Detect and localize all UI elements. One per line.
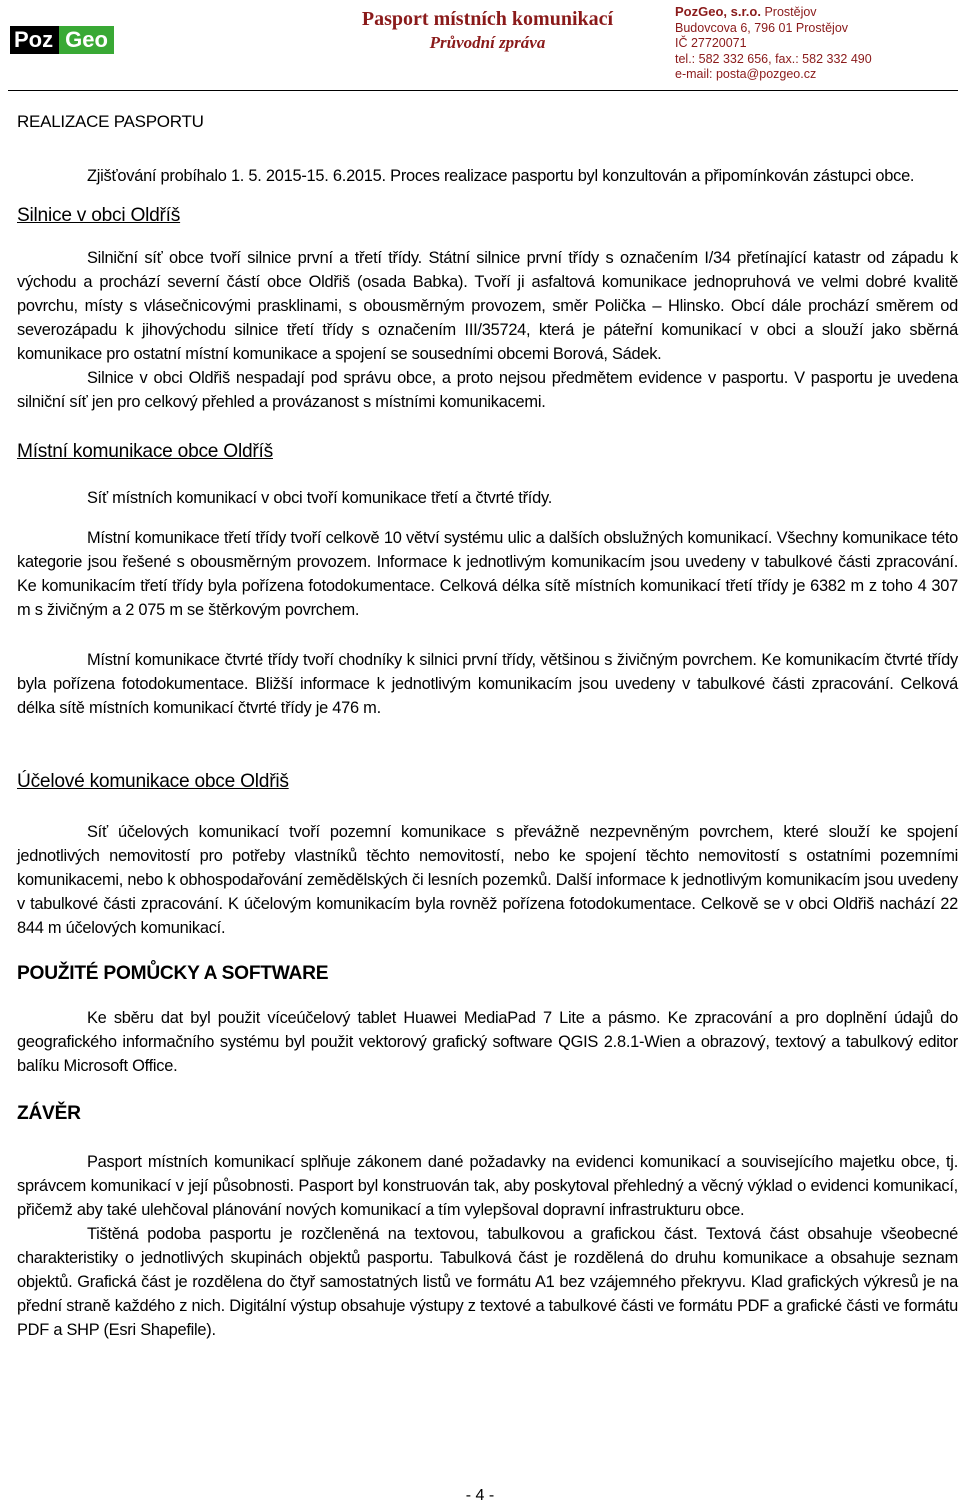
company-address: Budovcova 6, 796 01 Prostějov (675, 20, 849, 35)
paragraph-realizace-1: Zjišťování probíhalo 1. 5. 2015-15. 6.2015. Proces realizace pasportu byl konzultován a připomínkován zástupci obce. (87, 167, 915, 185)
document-title: Pasport místních komunikací (361, 8, 614, 30)
document-title-block (330, 6, 645, 54)
company-info (675, 4, 872, 83)
heading-zaver: ZÁVĚR (17, 1103, 81, 1124)
page-number: - 4 - (465, 1487, 495, 1504)
paragraph-zaver-2: Tištěná podoba pasportu je rozčleněná na textovou, tabulkovou a grafickou část. Textová část obsahuje všeobecné charakteristiky o jednotlivých skupinách objektů pasportu. Tabulková část je rozdělená do druhu komunikace a obsahuje seznam objektů. Grafická část je rozdělena do čtyř samostatných listů ve formátu A1 bez vzájemného překryvu. Klad grafických výkresů je na přední straně každého z nich. Digitální výstup obsahuje výstupy z textové a tabulkové části ve formátu PDF a grafické části ve formátu PDF a SHP (Esri Shapefile). (17, 1225, 958, 1339)
page-header (0, 0, 960, 90)
company-name: PozGeo, s.r.o. (675, 4, 761, 19)
header-divider (8, 90, 958, 91)
company-phone: tel.: 582 332 656, fax.: 582 332 490 (675, 51, 872, 66)
document-body (17, 110, 958, 1342)
company-city: Prostějov (760, 5, 817, 19)
paragraph-mistni-3: Místní komunikace čtvrté třídy tvoří chodníky k silnici první třídy, většinou s živičným povrchem. Ke komunikacím čtvrté třídy byla pořízena fotodokumentace. Bližší informace k jednotlivým komunikacím jsou uvedeny v tabulkové části zpracování. Celková délka sítě místních komunikací čtvrté třídy je 476 m. (17, 651, 958, 717)
paragraph-pomucky-1: Ke sběru dat byl použit víceúčelový tablet Huawei MediaPad 7 Lite a pásmo. Ke zpracování a pro doplnění údajů do geografického informačního systému byl použit vektorový grafický software QGIS 2.8.1-Wien a obrazový, textový a tabulkový editor balíku Microsoft Office. (17, 1009, 958, 1075)
document-subtitle: Průvodní zpráva (429, 33, 546, 52)
paragraph-ucelove-1: Síť účelových komunikací tvoří pozemní komunikace s převážně nezpevněným povrchem, které slouží ke spojení jednotlivých nemovitostí pro potřeby vlastníků těchto nemovitostí, nebo ke spojení těchto nemovitostí s ostatními pozemními komunikacemi, nebo k obhospodařování zemědělských či lesních pozemků. Další informace k jednotlivým komunikacím jsou uvedeny v tabulkové části zpracování. K účelovým komunikacím byla rovněž pořízena fotodokumentace. Celkově se v obci Oldřiš nachází 22 844 m účelových komunikací. (17, 823, 958, 937)
paragraph-zaver-1: Pasport místních komunikací splňuje zákonem dané požadavky na evidenci komunikací a souvisejícího majetku obce, tj. správcem komunikací v její působnosti. Pasport byl konstruován tak, aby poskytoval přehledný a věcný výklad o evidenci komunikací, přičemž aby také ulehčoval plánování nových komunikací a tím vylepšoval dopravní infrastrukturu obce. (17, 1153, 958, 1219)
paragraph-silnice-2: Silnice v obci Oldřiš nespadají pod správu obce, a proto nejsou předmětem evidence v pasportu. V pasportu je uvedena silniční síť jen pro celkový přehled a provázanost s místními komunikacemi. (17, 369, 958, 411)
paragraph-mistni-1: Síť místních komunikací v obci tvoří komunikace třetí a čtvrté třídy. (87, 489, 552, 507)
heading-pomucky: POUŽITÉ POMŮCKY A SOFTWARE (17, 963, 329, 984)
heading-silnice: Silnice v obci Oldříš (17, 205, 181, 226)
heading-mistni: Místní komunikace obce Oldříš (17, 441, 273, 462)
paragraph-mistni-2: Místní komunikace třetí třídy tvoří celkově 10 větví systému ulic a dalších obslužných komunikací. Všechny komunikace této kategorie jsou řešené s obousměrným provozem. Informace k jednotlivým komunikacím jsou uvedeny v tabulkové části zpracování. Ke komunikacím třetí třídy byla pořízena fotodokumentace. Celková délka sítě místních komunikací třetí třídy je 6382 m z toho 4 307 m s živičným a 2 075 m se štěrkovým povrchem. (17, 529, 958, 619)
heading-realizace: REALIZACE PASPORTU (17, 112, 204, 131)
paragraph-silnice-1: Silniční síť obce tvoří silnice první a třetí třídy. Státní silnice první třídy s označením I/34 přetínající katastr od západu k východu a prochází severní částí obce Oldřiš (osada Babka). Tvoří ji asfaltová komunikace jednopruhová ve velmi dobré kvalitě povrchu, místy s vlásečnicovými prasklinami, s obousměrným provozem, směr Polička – Hlinsko. Obcí dále prochází směrem od severozápadu k jihovýchodu silnice třetí třídy s označením III/35724, která je páteřní komunikací v obci a slouží jako sběrná komunikace pro ostatní místní komunikace a spojení se sousedními obcemi Borová, Sádek. (17, 249, 958, 363)
pozgeo-logo (10, 26, 114, 54)
logo-part-poz: Poz (10, 26, 59, 54)
heading-ucelove: Účelové komunikace obce Oldřiš (17, 771, 289, 792)
company-name-line (675, 4, 872, 21)
company-email: e-mail: posta@pozgeo.cz (675, 67, 817, 81)
company-ic: IČ 27720071 (675, 36, 747, 50)
logo-part-geo: Geo (59, 26, 114, 54)
